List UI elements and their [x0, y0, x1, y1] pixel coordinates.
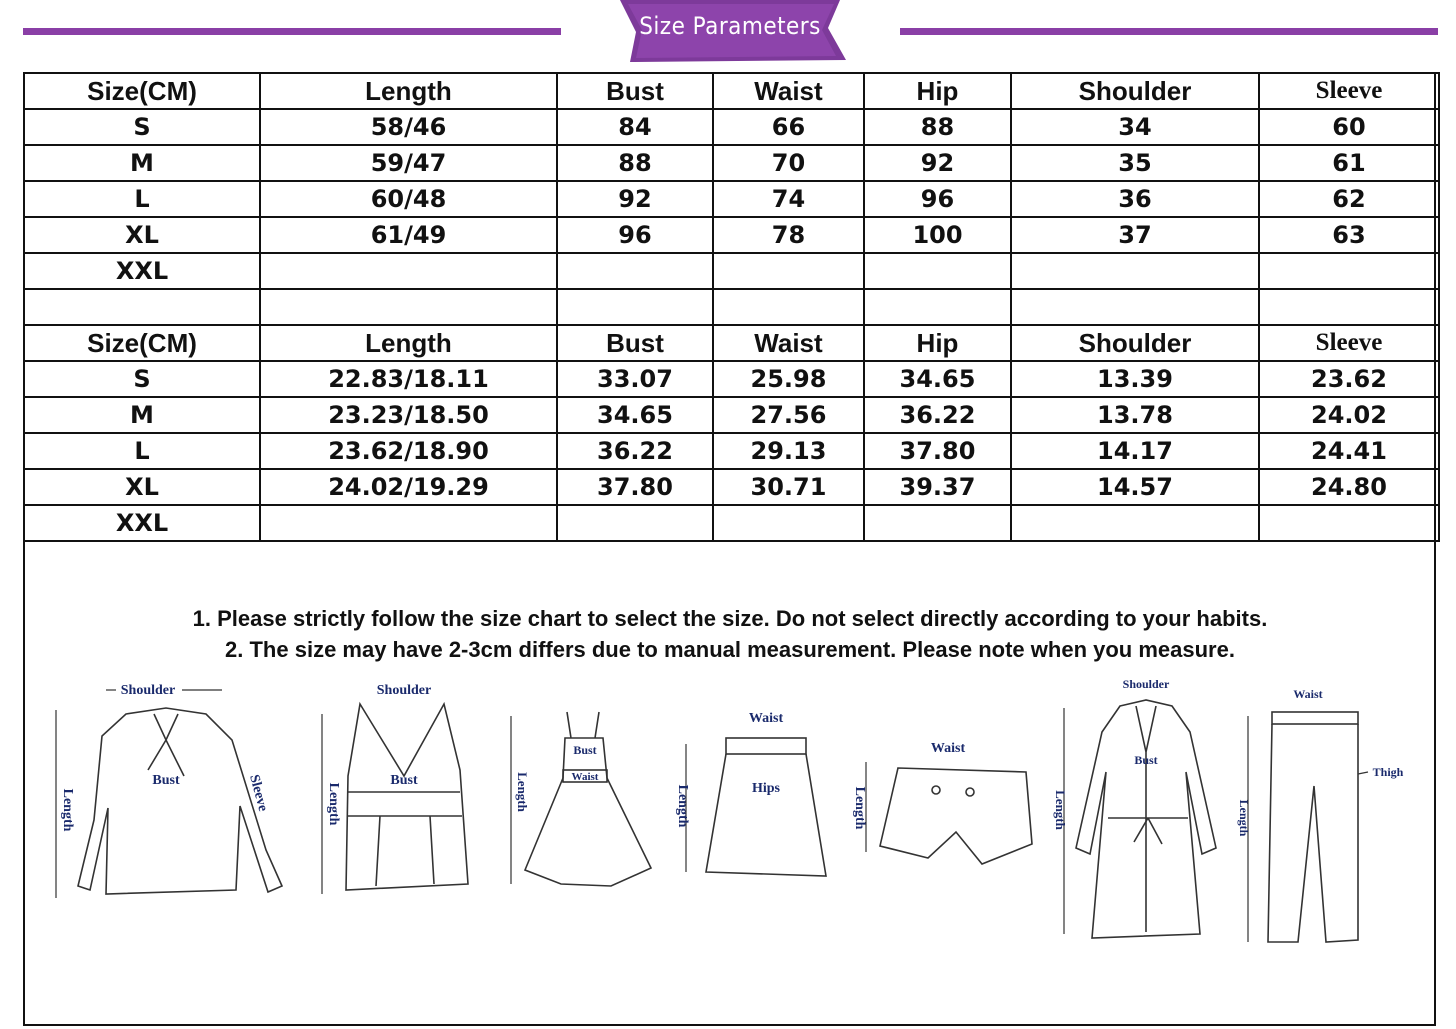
table-cell: 13.78 — [1011, 397, 1259, 433]
table-cell: 78 — [713, 217, 864, 253]
table-cell — [864, 505, 1011, 541]
skirt-length-label: Length — [675, 784, 690, 828]
table-cell: 66 — [713, 109, 864, 145]
shorts-length-label: Length — [852, 786, 867, 830]
table-cell: 37.80 — [557, 469, 713, 505]
size-table — [23, 72, 1440, 542]
table-cell — [713, 289, 864, 325]
shorts-waist-label: Waist — [930, 741, 966, 756]
column-header: Shoulder — [1011, 73, 1259, 109]
size-label-cell: XL — [24, 469, 260, 505]
coat-shoulder-label: Shoulder — [1122, 677, 1170, 691]
table-cell — [864, 289, 1011, 325]
table-cell: 35 — [1011, 145, 1259, 181]
table-cell: 88 — [557, 145, 713, 181]
size-label-cell: L — [24, 181, 260, 217]
table-cell — [557, 289, 713, 325]
column-header: Hip — [864, 325, 1011, 361]
tank-bust-label: Bust — [390, 773, 418, 788]
header-rule-left — [23, 28, 561, 35]
size-label-cell: M — [24, 397, 260, 433]
table-cell — [557, 505, 713, 541]
table-cell: 34.65 — [864, 361, 1011, 397]
table-cell: 34.65 — [557, 397, 713, 433]
size-label-cell: L — [24, 433, 260, 469]
dress-diagram — [491, 708, 661, 903]
table-cell: 29.13 — [713, 433, 864, 469]
table-cell — [713, 253, 864, 289]
table-cell: 25.98 — [713, 361, 864, 397]
table-cell: 30.71 — [713, 469, 864, 505]
dress-bust-label: Bust — [573, 743, 597, 757]
spacer-row — [24, 289, 1439, 325]
table-cell: 96 — [864, 181, 1011, 217]
table-cell: 24.02/19.29 — [260, 469, 557, 505]
table-cell: 70 — [713, 145, 864, 181]
shirt-bust-label: Bust — [152, 773, 180, 788]
table-cell — [1259, 289, 1439, 325]
table-cell: 23.62 — [1259, 361, 1439, 397]
table-row — [24, 469, 1439, 505]
table-cell: 96 — [557, 217, 713, 253]
table-row — [24, 361, 1439, 397]
table-cell: 39.37 — [864, 469, 1011, 505]
table-cell: 61 — [1259, 145, 1439, 181]
table-cell: 92 — [557, 181, 713, 217]
table-cell: 37.80 — [864, 433, 1011, 469]
table-row — [24, 505, 1439, 541]
table-header-row — [24, 325, 1439, 361]
shorts-diagram — [852, 732, 1042, 897]
table-cell: 36 — [1011, 181, 1259, 217]
table-cell — [557, 253, 713, 289]
size-label-cell: XXL — [24, 505, 260, 541]
size-label-cell: XL — [24, 217, 260, 253]
size-label-cell: S — [24, 361, 260, 397]
coat-bust-label: Bust — [1134, 753, 1158, 767]
pants-diagram — [1234, 682, 1424, 957]
table-cell: 34 — [1011, 109, 1259, 145]
header-rule-right — [900, 28, 1438, 35]
table-header-row — [24, 73, 1439, 109]
size-label-cell: XXL — [24, 253, 260, 289]
tank-shoulder-label: Shoulder — [376, 683, 432, 698]
table-row — [24, 181, 1439, 217]
skirt-hips-label: Hips — [751, 781, 781, 796]
table-cell: 92 — [864, 145, 1011, 181]
column-header: Shoulder — [1011, 325, 1259, 361]
coat-diagram — [1050, 672, 1230, 957]
table-cell — [1011, 505, 1259, 541]
column-header: Size(CM) — [24, 73, 260, 109]
table-cell: 59/47 — [260, 145, 557, 181]
header-badge — [614, 0, 846, 62]
table-cell: 23.62/18.90 — [260, 433, 557, 469]
note-1: 1. Please strictly follow the size chart to select the size. Do not select directly according to your habits. — [192, 606, 1268, 631]
pants-thigh-label: Thigh — [1372, 765, 1404, 779]
shirt-diagram — [36, 680, 306, 915]
table-cell: 60/48 — [260, 181, 557, 217]
dress-waist-label: Waist — [571, 771, 599, 783]
table-cell: 88 — [864, 109, 1011, 145]
coat-length-label: Length — [1053, 790, 1068, 830]
table-cell: 14.17 — [1011, 433, 1259, 469]
column-header: Bust — [557, 325, 713, 361]
dress-length-label: Length — [515, 772, 530, 812]
table-cell: 33.07 — [557, 361, 713, 397]
table-cell — [1011, 289, 1259, 325]
column-header: Sleeve — [1259, 73, 1439, 109]
column-header: Waist — [713, 325, 864, 361]
table-row — [24, 109, 1439, 145]
table-cell: 24.02 — [1259, 397, 1439, 433]
table-cell — [1259, 505, 1439, 541]
table-cell: 23.23/18.50 — [260, 397, 557, 433]
table-cell: 27.56 — [713, 397, 864, 433]
table-cell: 63 — [1259, 217, 1439, 253]
table-cell: 60 — [1259, 109, 1439, 145]
table-cell: 36.22 — [557, 433, 713, 469]
table-cell: 24.80 — [1259, 469, 1439, 505]
table-cell — [260, 253, 557, 289]
shirt-length-label: Length — [60, 788, 75, 832]
size-label-cell: M — [24, 145, 260, 181]
table-cell — [1259, 253, 1439, 289]
shirt-sleeve-label: Sleeve — [246, 773, 271, 814]
garment-diagrams — [26, 672, 1434, 962]
page-title: Size Parameters — [639, 12, 821, 40]
tank-diagram — [304, 680, 484, 915]
table-row — [24, 145, 1439, 181]
table-cell — [260, 505, 557, 541]
pants-waist-label: Waist — [1293, 687, 1323, 701]
shirt-shoulder-label: Shoulder — [120, 683, 176, 698]
skirt-diagram — [676, 708, 836, 893]
table-cell: 58/46 — [260, 109, 557, 145]
table-row — [24, 397, 1439, 433]
table-row — [24, 433, 1439, 469]
table-cell — [713, 505, 864, 541]
table-cell — [24, 289, 260, 325]
table-cell — [864, 253, 1011, 289]
column-header: Size(CM) — [24, 325, 260, 361]
table-cell — [260, 289, 557, 325]
note-2: 2. The size may have 2-3cm differs due to manual measurement. Please note when you measure. — [225, 637, 1235, 662]
column-header: Length — [260, 73, 557, 109]
pants-length-label: Length — [1237, 799, 1251, 837]
column-header: Hip — [864, 73, 1011, 109]
column-header: Bust — [557, 73, 713, 109]
table-cell: 84 — [557, 109, 713, 145]
column-header: Sleeve — [1259, 325, 1439, 361]
table-cell: 37 — [1011, 217, 1259, 253]
size-label-cell: S — [24, 109, 260, 145]
table-row — [24, 253, 1439, 289]
table-cell: 36.22 — [864, 397, 1011, 433]
table-cell: 74 — [713, 181, 864, 217]
table-cell: 24.41 — [1259, 433, 1439, 469]
table-cell: 22.83/18.11 — [260, 361, 557, 397]
tank-length-label: Length — [326, 782, 341, 826]
table-cell: 62 — [1259, 181, 1439, 217]
table-cell: 13.39 — [1011, 361, 1259, 397]
column-header: Length — [260, 325, 557, 361]
column-header: Waist — [713, 73, 864, 109]
table-cell: 61/49 — [260, 217, 557, 253]
table-row — [24, 217, 1439, 253]
table-cell: 100 — [864, 217, 1011, 253]
table-cell: 14.57 — [1011, 469, 1259, 505]
skirt-waist-label: Waist — [748, 711, 784, 726]
table-cell — [1011, 253, 1259, 289]
